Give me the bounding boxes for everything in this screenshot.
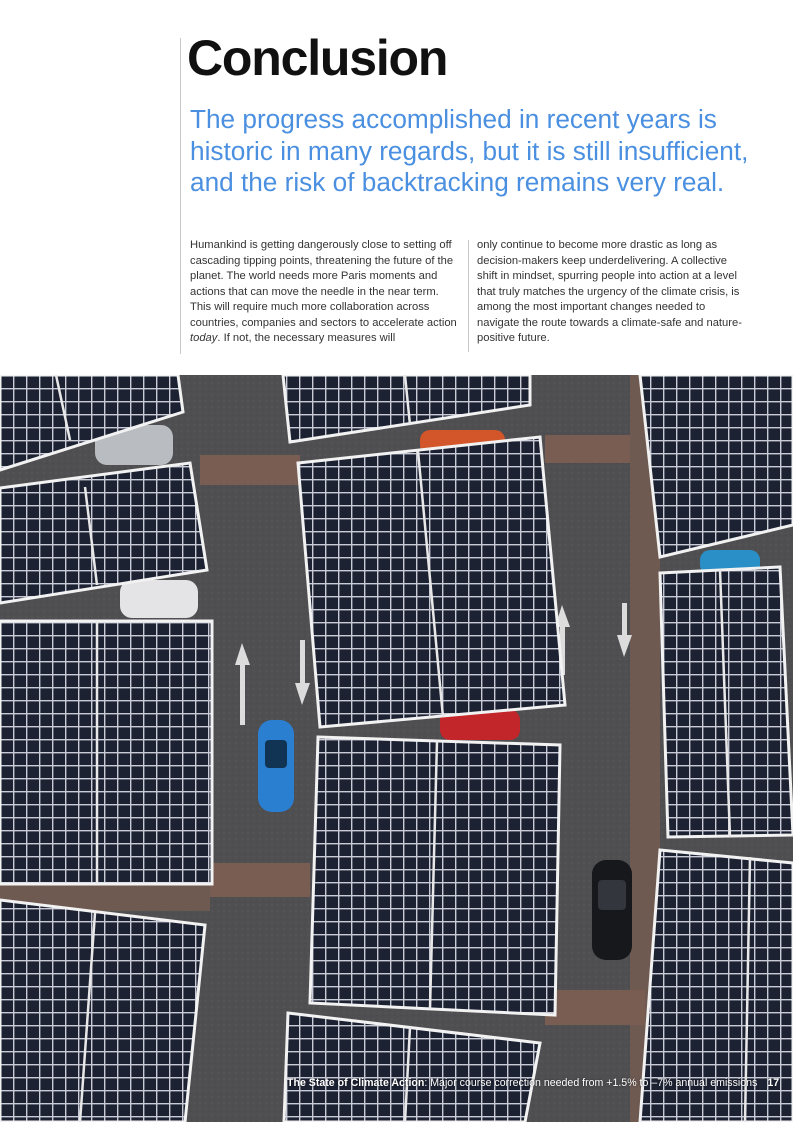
left-rule <box>180 38 181 354</box>
solar-parking-photo <box>0 375 793 1122</box>
page-footer <box>287 1077 779 1089</box>
body-column-1 <box>190 238 462 347</box>
body-column-2: only continue to become more drastic as long as decision-makers keep underdelivering. A collective shift in mindset, spurring people into action at a level that truly matches the urgency of the climate crisis, is among the most important changes needed to navigate the route towards a climate-safe and nature-positive future. <box>477 239 742 344</box>
page-number: 17 <box>767 1077 780 1089</box>
column-divider <box>468 240 469 352</box>
body-column-1-text-a: Humankind is getting dangerously close to setting off cascading tipping points, threatening the future of the planet. The world needs more Paris moments and actions that can move the needle in the near term. This will require much more collaboration across countries, companies and sectors to accelerate action <box>190 239 457 329</box>
page-subtitle: The progress accomplished in recent years is historic in many regards, but it is still insufficient, and the risk of backtracking remains very real. <box>190 104 749 197</box>
page-title: Conclusion <box>187 30 448 86</box>
body-column-1-emphasis: today <box>190 332 218 344</box>
body-column-1-text-b: . If not, the necessary measures will <box>217 332 396 344</box>
footer-report-name: The State of Climate Action <box>287 1077 425 1089</box>
footer-tagline: : Major course correction needed from +1.5% to –7% annual emissions <box>424 1077 758 1089</box>
solar-parking-illustration <box>0 375 793 1122</box>
